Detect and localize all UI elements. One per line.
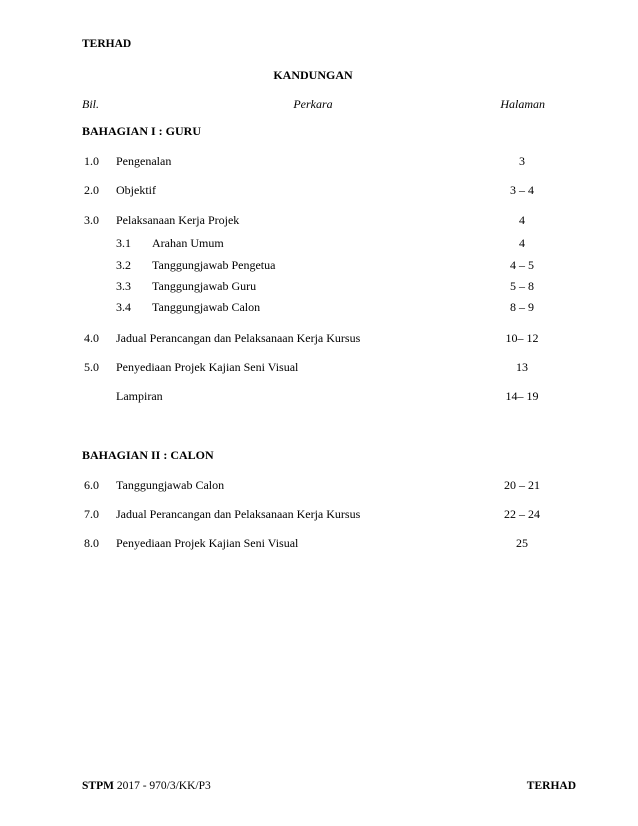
entry-number: 1.0	[84, 154, 99, 168]
entry-title: Penyediaan Projek Kajian Seni Visual	[116, 360, 299, 374]
entry-page: 25	[516, 536, 528, 550]
entry-title: Arahan Umum	[152, 236, 224, 250]
entry-title: Lampiran	[116, 389, 163, 403]
entry-number: 3.1	[116, 236, 131, 250]
header-classification: TERHAD	[82, 38, 132, 50]
entry-page: 5 – 8	[510, 279, 534, 293]
part1-heading: BAHAGIAN I : GURU	[82, 124, 202, 138]
footer-classification: TERHAD	[526, 780, 576, 792]
entry-number: 3.4	[116, 300, 131, 314]
column-header-item: Perkara	[293, 97, 333, 111]
entry-page: 3 – 4	[510, 183, 534, 197]
entry-number: 5.0	[84, 360, 99, 374]
entry-title: Tanggungjawab Calon	[152, 300, 261, 314]
part2-heading: BAHAGIAN II : CALON	[82, 448, 214, 462]
entry-page: 4 – 5	[510, 258, 534, 272]
footer-paper-code	[82, 780, 211, 792]
page-title: KANDUNGAN	[273, 68, 353, 82]
entry-number: 2.0	[84, 183, 99, 197]
entry-page: 22 – 24	[504, 507, 540, 521]
entry-title: Tanggungjawab Pengetua	[152, 258, 276, 272]
entry-title: Pelaksanaan Kerja Projek	[116, 213, 240, 227]
entry-page: 4	[519, 213, 525, 227]
footer-code-bold: STPM	[82, 780, 114, 792]
entry-title: Jadual Perancangan dan Pelaksanaan Kerja Kursus	[116, 331, 361, 345]
entry-number: 3.2	[116, 258, 131, 272]
entry-number: 3.0	[84, 213, 99, 227]
entry-page: 3	[519, 154, 525, 168]
entry-number: 8.0	[84, 536, 99, 550]
entry-title: Jadual Perancangan dan Pelaksanaan Kerja Kursus	[116, 507, 361, 521]
entry-page: 20 – 21	[504, 478, 540, 492]
entry-title: Tanggungjawab Guru	[152, 279, 257, 293]
entry-page: 8 – 9	[510, 300, 534, 314]
entry-title: Pengenalan	[116, 154, 172, 168]
column-header-page: Halaman	[500, 97, 545, 111]
entry-number: 4.0	[84, 331, 99, 345]
footer-code-rest: 2017 - 970/3/KK/P3	[113, 780, 211, 792]
entry-page: 4	[519, 236, 525, 250]
column-header-no: Bil.	[82, 97, 99, 111]
entry-number: 7.0	[84, 507, 99, 521]
entry-page: 13	[516, 360, 528, 374]
entry-number: 3.3	[116, 279, 131, 293]
entry-page: 14– 19	[505, 389, 539, 403]
entry-page: 10– 12	[505, 331, 539, 345]
entry-title: Tanggungjawab Calon	[116, 478, 225, 492]
entry-title: Objektif	[116, 183, 156, 197]
entry-number: 6.0	[84, 478, 99, 492]
entry-title: Penyediaan Projek Kajian Seni Visual	[116, 536, 299, 550]
